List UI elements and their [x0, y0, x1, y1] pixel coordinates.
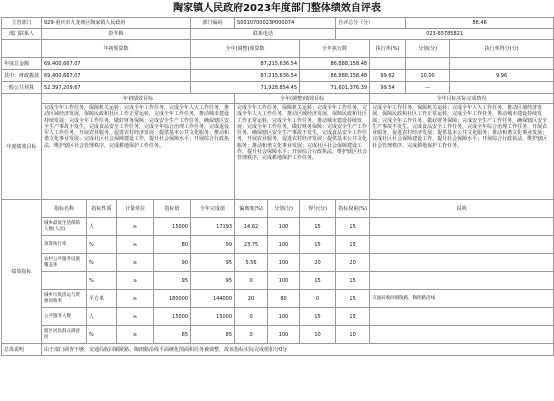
indicator-deviation-header: 偏离度(%)	[235, 200, 268, 218]
indicator-level: 20	[336, 254, 370, 272]
indicator-target: 80	[154, 236, 191, 254]
annual-goal-header: 年初绩效目标	[42, 94, 235, 104]
indicator-row	[2, 290, 554, 308]
indicator-name: 辖区居民群众满意度	[42, 326, 87, 344]
indicator-nature-header: 指标性质	[87, 200, 117, 218]
indicator-score-header: 得分(分)	[300, 200, 336, 218]
budget-header-row	[2, 40, 554, 58]
indicator-actual: 144000	[191, 290, 235, 308]
indicator-score: 15	[300, 308, 336, 326]
indicator-row	[2, 326, 554, 344]
indicator-weight: 100	[268, 272, 300, 290]
evaluation-table	[1, 17, 554, 356]
indicator-note	[370, 326, 554, 344]
actual-goal-text: 完成全年工作任务，保障机关运转；完成全年人大工作任务，推动区域经济发展，保障民政和社区工作正常运转，完成全年工作任务，推动城市建设持续发展；完成全年工作任务，做好财务保障；完成安全生产工作任务，确保辖区安全生产事故不发生，完成食品安全工作任务，完成全年综合治理工作任务，开展农业服务，促进农村经济发展；提供基本公共文化服务；推动和谐文化事业发展；完成社区社会保障建设工作，提升社会保障水平；开展综合行政执法，维护辖区社会管理秩序，完成耕地保护工作任务。	[370, 104, 554, 200]
indicator-score: 0	[300, 290, 336, 308]
indicator-note	[370, 236, 554, 254]
budget-row	[2, 58, 554, 70]
phone-label: 联系电话	[191, 29, 336, 40]
indicator-deviation: 23.75	[235, 236, 268, 254]
budget-score-value	[450, 82, 554, 94]
indicator-weight: 100	[268, 326, 300, 344]
indicator-name: 公共服务人数	[42, 308, 87, 326]
indicator-unit: ≥	[117, 326, 154, 344]
indicator-nature: %	[87, 254, 117, 272]
indicator-weight: 100	[268, 236, 300, 254]
budget-rate-value: 99.62	[370, 70, 406, 82]
score-label: 自评总分（分）	[336, 18, 406, 29]
indicator-header-row	[2, 200, 554, 218]
budget-adjusted-value: 87,215,636.54	[191, 58, 300, 70]
leader-value: 彭冬梅	[42, 29, 191, 40]
goals-header-row	[2, 94, 554, 104]
indicator-deviation: 20	[235, 290, 268, 308]
phone-value: 023-65785821	[336, 29, 554, 40]
code-value: S0010700023P000074	[235, 18, 336, 29]
summary-row	[2, 344, 554, 356]
adjusted-goal-text: 完成全年工作任务，保障机关运转；完成全年工作任务，完成全年人大工作任务，推动区域经济发展，保障民政和社区工作正常运转，完成全年工作任务，推动城市建设持续发展；完成全年工作任务，做好财务保障；完成安全生产工作任务，确保辖区安全生产事故不发生，完成食品安全工作任务，开展农业服务，促进农村经济发展；提供基本公共文化服务；推动和谐文化事业发展；完成社区社会保障建设工作，提升社会保障水平；开展综合行政执法，维护辖区社会管理秩序，完成耕地保护工作任务。	[235, 104, 370, 200]
indicator-actual: 95	[191, 254, 235, 272]
indicator-target: 180000	[154, 290, 191, 308]
goals-content-row	[2, 104, 554, 200]
budget-executed-value: 86,888,158.48	[300, 70, 370, 82]
indicator-name: 城乡垃圾清运与资源回收率	[42, 290, 87, 308]
code-label: 部门编码	[191, 18, 235, 29]
indicator-level-header: 指标权重(%)	[336, 200, 370, 218]
indicator-weight: 80	[268, 290, 300, 308]
budget-adjusted-value: 71,928,854.45	[191, 82, 300, 94]
goals-section-label: 年度绩效目标	[2, 94, 42, 200]
indicator-actual: 17193	[191, 218, 235, 236]
indicator-section-label: 绩效指标	[2, 200, 42, 344]
budget-weight-value	[406, 58, 450, 70]
budget-adjusted-value: 87,215,636.54	[191, 70, 300, 82]
indicator-note: 交通局收回铜陵路、陶朗路沿线	[370, 290, 554, 308]
indicator-weight: 100	[268, 254, 300, 272]
budget-weight-header: 分值(分)	[406, 40, 450, 58]
indicator-target: 15000	[154, 308, 191, 326]
indicator-row	[2, 254, 554, 272]
indicator-nature: 平方米	[87, 290, 117, 308]
budget-row	[2, 82, 554, 94]
indicator-note	[370, 308, 554, 326]
budget-executed-value: 71,601,376.39	[300, 82, 370, 94]
budget-row	[2, 70, 554, 82]
budget-row-label: 一般公共预算	[2, 82, 42, 94]
indicator-deviation: 0	[235, 272, 268, 290]
indicator-note-header: 说明	[370, 200, 554, 218]
budget-weight-value: —	[406, 82, 450, 94]
indicator-unit: ≥	[117, 236, 154, 254]
leader-row	[2, 29, 554, 40]
budget-score-header: 执行率得分(分)	[450, 40, 554, 58]
indicator-actual: 85	[191, 326, 235, 344]
summary-label: 总体说明	[2, 344, 42, 356]
indicator-note	[370, 218, 554, 236]
budget-weight-value: 10.00	[406, 70, 450, 82]
budget-score-value	[450, 58, 554, 70]
indicator-level: 15	[336, 290, 370, 308]
indicator-row	[2, 236, 554, 254]
indicator-nature: %	[87, 236, 117, 254]
indicator-level: 10	[336, 326, 370, 344]
indicator-actual: 15000	[191, 308, 235, 326]
indicator-row	[2, 218, 554, 236]
indicator-nature: %	[87, 326, 117, 344]
budget-executed-value: 86,888,158.48	[300, 58, 370, 70]
budget-rate-header: 执行率(%)	[370, 40, 406, 58]
indicator-level: 15	[336, 308, 370, 326]
budget-adjusted-header: 全年(调整)预算数	[191, 40, 300, 58]
indicator-name: 预算执行率	[42, 236, 87, 254]
budget-score-value: 9.96	[450, 70, 554, 82]
indicator-name: 城乡最低生活保障人数(人次)	[42, 218, 87, 236]
indicator-actual: 95	[191, 272, 235, 290]
indicator-level: 15	[336, 272, 370, 290]
budget-rate-value: 99.54	[370, 82, 406, 94]
indicator-deviation: 5.56	[235, 254, 268, 272]
indicator-note	[370, 272, 554, 290]
indicator-nature: %	[87, 272, 117, 290]
indicator-target: 85	[154, 326, 191, 344]
score-value: 86.46	[406, 18, 554, 29]
indicator-score: 15	[300, 218, 336, 236]
indicator-weight: 100	[268, 218, 300, 236]
indicator-unit-header: 计量单位	[117, 200, 154, 218]
indicator-target: 90	[154, 254, 191, 272]
indicator-unit: ≥	[117, 290, 154, 308]
dept-row	[2, 18, 554, 29]
indicator-weight-header: 分值(分)	[268, 200, 300, 218]
indicator-weight: 100	[268, 308, 300, 326]
indicator-level: 15	[336, 236, 370, 254]
indicator-target-header: 指标值	[154, 200, 191, 218]
indicator-nature: 人	[87, 218, 117, 236]
indicator-unit: ≥	[117, 218, 154, 236]
indicator-target: 95	[154, 272, 191, 290]
indicator-name	[42, 272, 87, 290]
budget-row-label: 年度总金额	[2, 58, 42, 70]
indicator-nature: 人	[87, 308, 117, 326]
indicator-level: 15	[336, 218, 370, 236]
indicator-score: 15	[300, 236, 336, 254]
indicator-name: 农村公共服务设施覆盖率	[42, 254, 87, 272]
indicator-actual-header: 全年完成值	[191, 200, 235, 218]
indicator-unit: ≥	[117, 254, 154, 272]
budget-annual-value: 69,400,667.07	[42, 58, 191, 70]
indicator-score: 15	[300, 272, 336, 290]
budget-annual-header: 年初预算数	[42, 40, 191, 58]
leader-label: 部门联系人	[2, 29, 42, 40]
indicator-deviation: 14.62	[235, 218, 268, 236]
dept-label: 主管部门	[2, 18, 42, 29]
indicator-deviation: 0	[235, 326, 268, 344]
adjusted-goal-header: 全年(调整)绩效目标	[235, 94, 370, 104]
indicator-unit: ≥	[117, 308, 154, 326]
actual-goal-header: 全年目标实际完成情况	[370, 94, 554, 104]
indicator-unit: ≥	[117, 272, 154, 290]
budget-annual-value: 69,400,667.07	[42, 70, 191, 82]
budget-annual-value: 52,397,209.67	[42, 82, 191, 94]
indicator-target: 15000	[154, 218, 191, 236]
indicator-row	[2, 272, 554, 290]
indicator-row	[2, 308, 554, 326]
indicator-name-header: 指标名称	[42, 200, 87, 218]
budget-rate-value	[370, 58, 406, 70]
budget-row-label: 其中：财政拨款	[2, 70, 42, 82]
indicator-actual: 99	[191, 236, 235, 254]
dept-value: 929-重庆市九龙坡区陶家镇人民政府	[42, 18, 191, 29]
indicator-deviation: 0	[235, 308, 268, 326]
indicator-score: 10	[300, 326, 336, 344]
page-title: 陶家镇人民政府2023年度部门整体绩效自评表	[173, 3, 381, 14]
budget-executed-header: 全年执行数	[300, 40, 370, 58]
indicator-score: 20	[300, 254, 336, 272]
indicator-note	[370, 254, 554, 272]
annual-goal-text: 完成全年工作任务，保障机关运转；完成全年工作任务，完成全年人大工作任务，推动区域经济发展，保障民政和社区工作正常运转，完成全年工作任务，推动城市建设持续发展；完成全年工作任务，做好财务保障；完成安全生产工作任务，确保辖区安全生产事故不发生，完成食品安全工作任务，完成全年综合治理工作任务，完成退役军人工作任务，开展农业服务，促进农村经济发展；提供基本公共文化服务；推动和谐文化事业发展；完成社区社会保障建设工作，提升社会保障水平；开展综合行政执法，维护辖区社会管理秩序，完成耕地保护工作任务。	[42, 104, 235, 200]
summary-text: 由于部门调查不够，交通局收回铜陵路、陶朗路沿线平面硬化图面积任务被调整，故该指标实际完成值扣分0分	[42, 344, 554, 356]
